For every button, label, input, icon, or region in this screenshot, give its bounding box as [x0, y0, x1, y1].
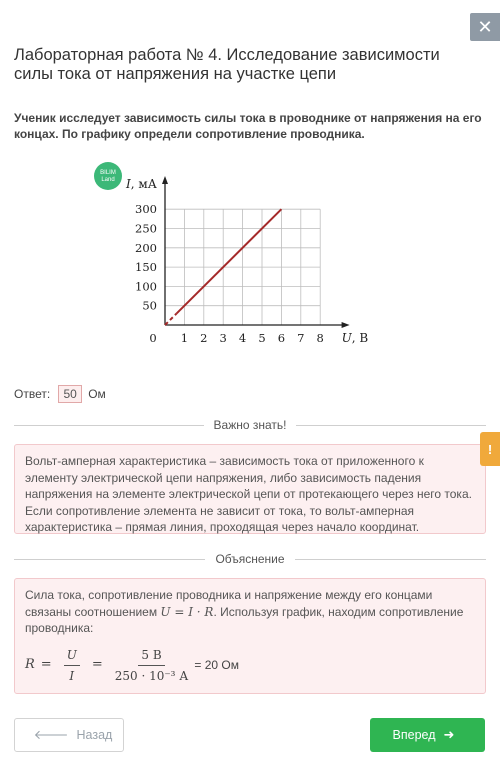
origin-label: 0 [149, 331, 157, 345]
next-label: Вперед [392, 728, 436, 742]
question-text: Ученик исследует зависимость силы тока в проводнике от напряжения на его концах. По графику определи сопротивление проводника. [14, 111, 482, 141]
y-tick-label: 300 [135, 202, 157, 217]
close-button[interactable] [470, 13, 500, 41]
answer-label: Ответ: [14, 387, 51, 401]
answer-unit: Ом [88, 387, 106, 401]
explanation-box [14, 578, 486, 694]
x-tick-label: 6 [277, 331, 286, 345]
data-line [177, 209, 282, 313]
important-text: Вольт-амперная характеристика – зависимость тока от приложенного к элементу электрической цепи напряжения, либо зависимость падения напряжения на элементе электрической цепи от протекающего через него тока. Если сопротивление элемента не зависит от тока, то вольт-амперная характеристика – прямая линия, проходящая через начало координат. [25, 454, 472, 534]
back-label: Назад [76, 728, 113, 742]
arrow-right-icon: ➜ [443, 727, 455, 742]
y-tick-label: 50 [142, 298, 157, 313]
formula-result: = 20 Ом [194, 658, 240, 673]
report-issue-tab[interactable] [480, 432, 500, 466]
explanation-heading: Объяснение [215, 552, 285, 566]
x-tick-label: 2 [200, 331, 208, 345]
x-tick-label: 8 [316, 331, 324, 345]
explanation-divider [14, 552, 486, 566]
x-tick-label: 3 [219, 331, 227, 345]
answer-input[interactable]: 50 [58, 385, 82, 403]
y-tick-label: 250 [135, 221, 157, 236]
logo-text-line1: BILIM [100, 170, 116, 176]
y-tick-label: 200 [135, 240, 157, 255]
x-axis-label: U, В [341, 331, 369, 345]
back-button[interactable] [14, 718, 124, 752]
data-line-dashed-segment [165, 313, 177, 325]
important-box [14, 444, 486, 534]
arrow-left-icon: 🡐 [33, 727, 69, 742]
logo-text-line2: Land [101, 177, 115, 183]
y-axis-label: I, мА [126, 177, 157, 191]
next-button[interactable] [370, 718, 485, 752]
answer-row [14, 384, 106, 404]
close-icon: ✕ [477, 16, 493, 37]
y-axis-arrow [162, 176, 168, 184]
relation-formula: U = I · R [160, 604, 214, 619]
resistance-formula: R = $\frac{U}{I}$ = $\frac{5 В}{\text{250 · 10⁻³ А}}$ = 20 Ом [25, 647, 240, 683]
warning-icon: ! [487, 441, 493, 457]
current-voltage-graph [78, 160, 378, 355]
bilimland-logo [94, 162, 122, 190]
explanation-text: Сила тока, сопротивление проводника и напряжение между его концами связаны соотношением U = I · R. Используя график, находим сопротивление проводника: [25, 588, 464, 635]
important-divider [14, 418, 486, 432]
x-tick-label: 1 [180, 331, 189, 345]
x-tick-label: 7 [297, 331, 305, 345]
important-heading: Важно знать! [213, 418, 287, 432]
x-axis-arrow [342, 322, 350, 328]
y-tick-label: 100 [135, 279, 157, 294]
page-title: Лабораторная работа № 4. Исследование зависимости силы тока от напряжения на участке цепи [14, 46, 440, 83]
x-tick-label: 5 [258, 331, 266, 345]
y-tick-label: 150 [135, 260, 157, 275]
x-tick-label: 4 [238, 331, 247, 345]
